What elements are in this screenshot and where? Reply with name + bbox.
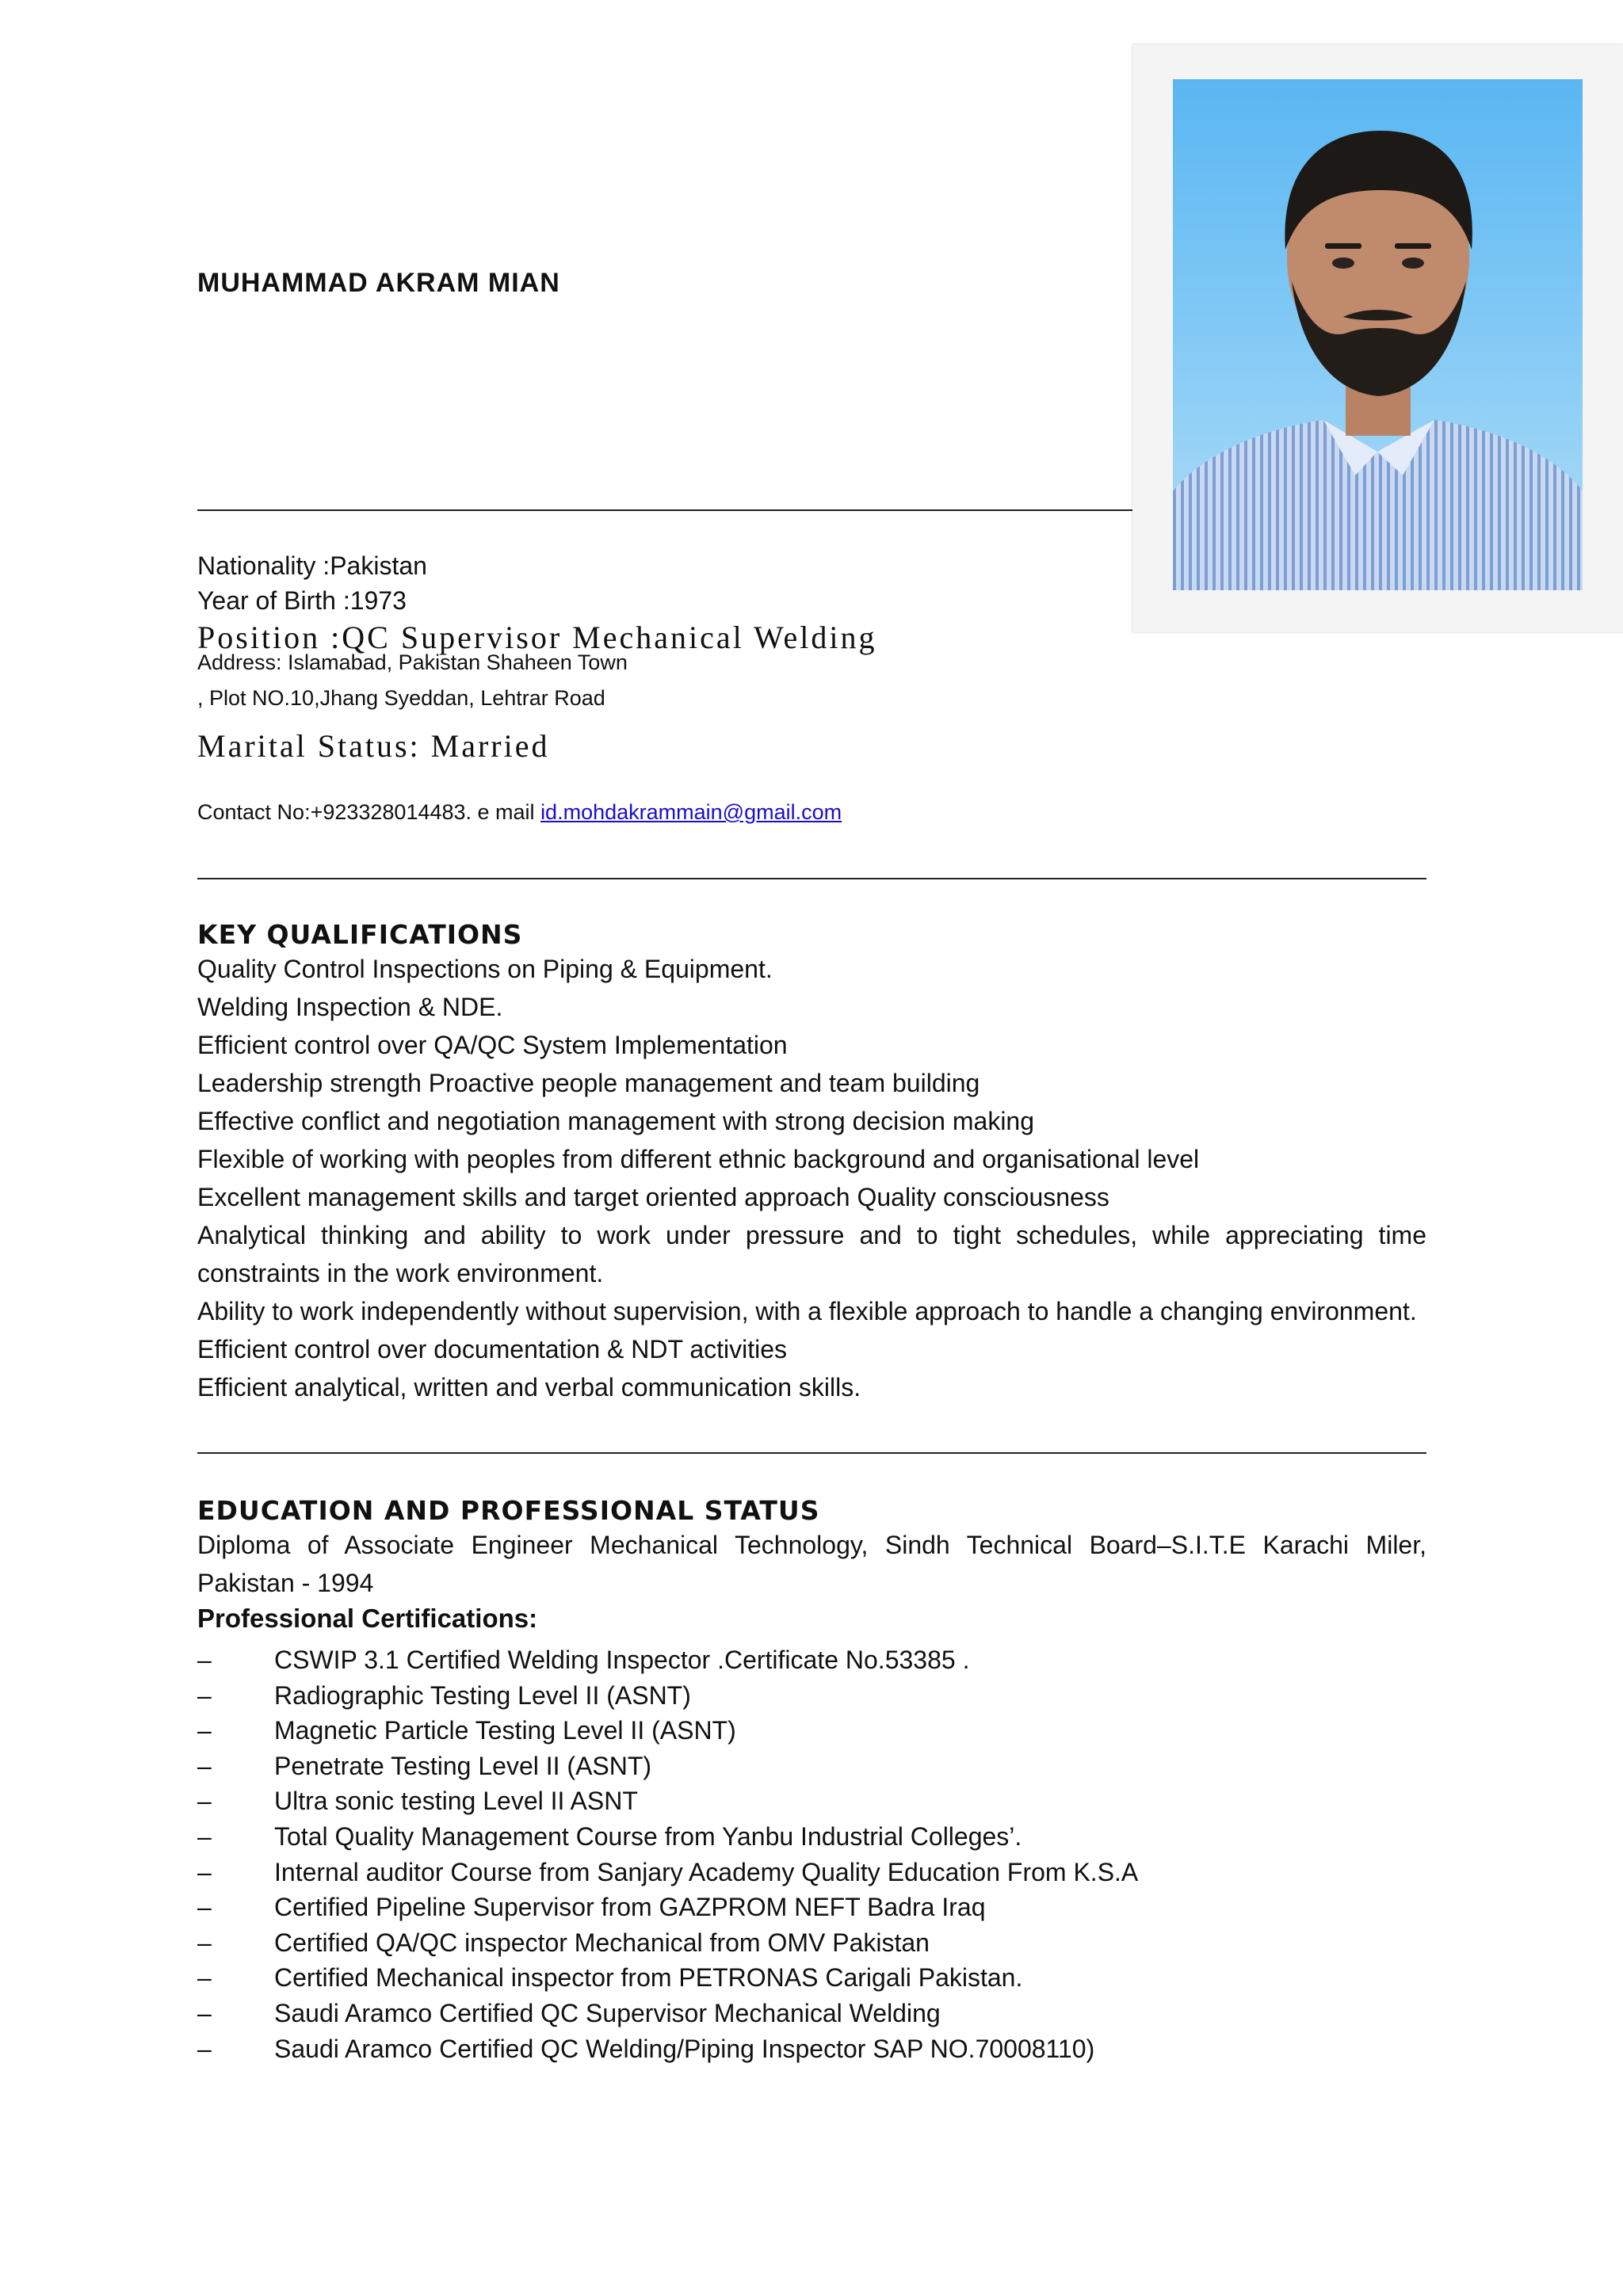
certification: Certified QA/QC inspector Mechanical from OMV Pakistan	[274, 1928, 930, 1957]
diploma-text	[197, 1526, 1426, 1602]
header-divider	[197, 509, 1132, 511]
contact-divider	[197, 878, 1426, 879]
certification: Total Quality Management Course from Yanbu Industrial Colleges’.	[274, 1821, 1022, 1851]
list-item	[197, 1819, 1465, 1855]
bullet: –	[197, 1857, 212, 1886]
bullet: –	[197, 1751, 212, 1780]
list-item	[197, 1713, 1465, 1749]
profile-photo	[1173, 79, 1583, 590]
list-item: Quality Control Inspections on Piping & Equipment.	[197, 955, 773, 983]
list-item	[197, 1855, 1465, 1890]
list-item	[197, 1890, 1465, 1925]
list-item: Leadership strength Proactive people management and team building	[197, 1069, 980, 1097]
list-item: Ability to work independently without supervision, with a flexible approach to handle a changing environment.	[197, 1297, 1417, 1325]
certification: Saudi Aramco Certified QC Welding/Piping Inspector SAP NO.70008110)	[274, 2034, 1095, 2063]
bullet: –	[197, 1716, 212, 1745]
list-item	[197, 1749, 1465, 1784]
portrait-illustration	[1173, 79, 1583, 590]
certifications-list	[197, 1642, 1465, 2066]
list-item: Excellent management skills and target oriented approach Quality consciousness	[197, 1183, 1109, 1211]
nationality: Nationality :Pakistan	[197, 551, 427, 580]
qualifications-divider	[197, 1452, 1426, 1454]
bullet: –	[197, 1680, 212, 1710]
year-of-birth: Year of Birth :1973	[197, 586, 407, 615]
list-item	[197, 1960, 1465, 1996]
list-item	[197, 1642, 1465, 1678]
candidate-name: MUHAMMAD AKRAM MIAN	[197, 268, 560, 298]
certification: Magnetic Particle Testing Level II (ASNT)	[274, 1716, 736, 1745]
contact-line	[197, 800, 842, 825]
marital-status: Marital Status: Married	[197, 728, 550, 764]
list-item: Effective conflict and negotiation management with strong decision making	[197, 1107, 1035, 1135]
education-title: EDUCATION AND PROFESSIONAL STATUS	[197, 1495, 820, 1526]
certification: Radiographic Testing Level II (ASNT)	[274, 1680, 691, 1710]
bullet: –	[197, 1928, 212, 1957]
certification: Internal auditor Course from Sanjary Academy Quality Education From K.S.A	[274, 1857, 1139, 1886]
bullet: –	[197, 1893, 212, 1922]
bullet: –	[197, 1998, 212, 2027]
diploma: Diploma of Associate Engineer Mechanical Technology, Sindh Technical Board–S.I.T.E Karachi Miler, Pakistan - 1994	[197, 1531, 1426, 1597]
bullet: –	[197, 1787, 212, 1816]
list-item	[197, 1925, 1465, 1961]
list-item	[197, 1678, 1465, 1714]
certification: Certified Mechanical inspector from PETRONAS Carigali Pakistan.	[274, 1963, 1023, 1993]
list-item: Analytical thinking and ability to work under pressure and to tight schedules, while appreciating time constraints in the work environment.	[197, 1221, 1426, 1287]
list-item: Efficient control over documentation & NDT activities	[197, 1335, 788, 1363]
email-link[interactable]: id.mohdakrammain@gmail.com	[540, 800, 842, 824]
certification: Ultra sonic testing Level II ASNT	[274, 1787, 638, 1816]
address-line-1: Address: Islamabad, Pakistan Shaheen Town	[197, 650, 628, 674]
certification: Penetrate Testing Level II (ASNT)	[274, 1751, 652, 1780]
position: Position :QC Supervisor Mechanical Welding	[197, 620, 877, 655]
list-item	[197, 1996, 1465, 2031]
certification: CSWIP 3.1 Certified Welding Inspector .Certificate No.53385 .	[274, 1646, 970, 1674]
bullet: –	[197, 1821, 212, 1851]
list-item	[197, 2031, 1465, 2067]
list-item: Flexible of working with peoples from different ethnic background and organisational level	[197, 1145, 1200, 1173]
list-item: Efficient control over QA/QC System Implementation	[197, 1031, 788, 1059]
list-item	[197, 1783, 1465, 1819]
list-item: Welding Inspection & NDE.	[197, 993, 503, 1021]
contact-number: Contact No:+923328014483. e mail	[197, 800, 541, 824]
bullet: –	[197, 1963, 212, 1993]
list-item: Efficient analytical, written and verbal communication skills.	[197, 1373, 861, 1402]
key-qualifications-title: KEY QUALIFICATIONS	[197, 919, 523, 950]
bullet: –	[197, 1646, 212, 1674]
address-line-2: , Plot NO.10,Jhang Syeddan, Lehtrar Road	[197, 686, 605, 710]
bullet: –	[197, 2034, 212, 2063]
key-qualifications-list	[197, 950, 1426, 1406]
certifications-heading: Professional Certifications:	[197, 1604, 538, 1633]
certification: Saudi Aramco Certified QC Supervisor Mechanical Welding	[274, 1998, 941, 2027]
certification: Certified Pipeline Supervisor from GAZPROM NEFT Badra Iraq	[274, 1893, 986, 1922]
